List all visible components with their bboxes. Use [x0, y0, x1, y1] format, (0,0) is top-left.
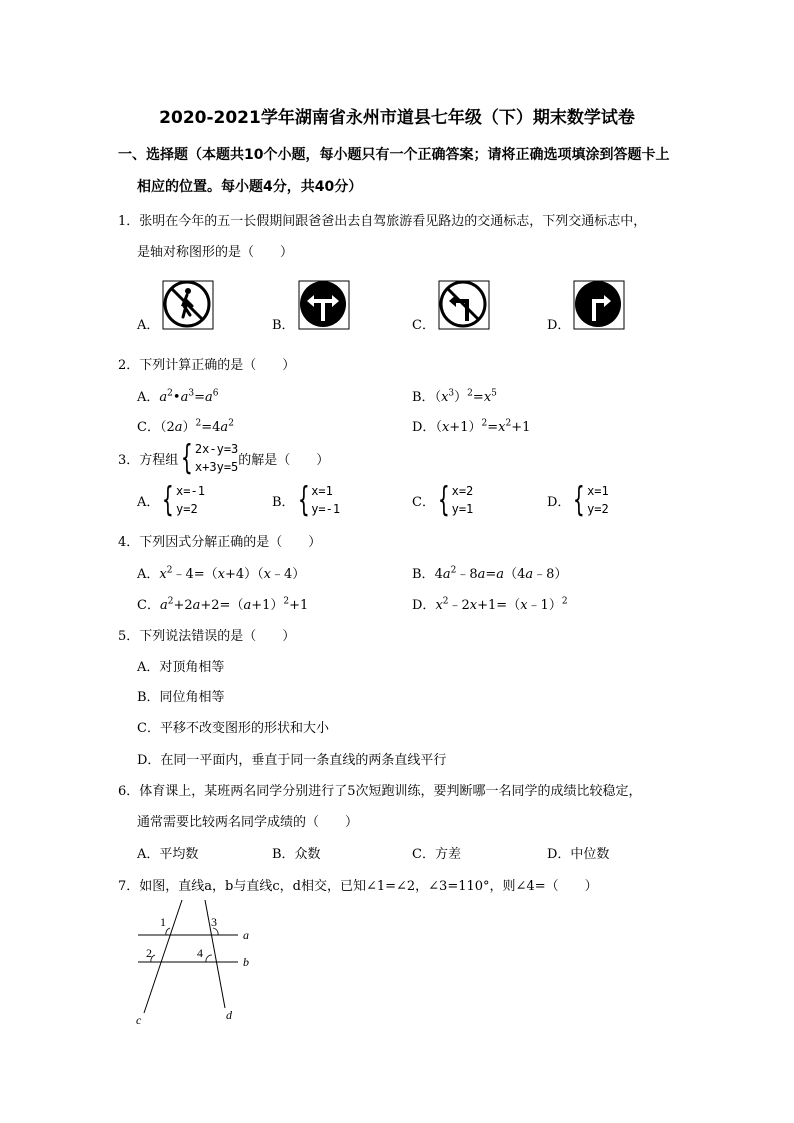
- q3-option-b: B． { x=1 y=-1: [272, 480, 341, 520]
- q2-stem: 2．下列计算正确的是（ ）: [118, 358, 296, 373]
- q3-option-a: A． { x=-1 y=2: [137, 480, 205, 520]
- q7-stem: 7．如图，直线a，b与直线c，d相交，已知∠1=∠2，∠3=110°，则∠4=（ ）: [118, 879, 598, 894]
- q6-option-d: D．中位数: [547, 847, 610, 862]
- q5-option-b: B．同位角相等: [137, 690, 225, 705]
- no-pedestrian-sign-icon: [159, 279, 215, 331]
- q6-stem-line2: 通常需要比较两名同学成绩的（ ）: [137, 815, 359, 830]
- q4-option-b: B．$4a^2﹣8a=a(4a﹣8)$: [412, 565, 568, 582]
- q2-option-c: C．$(2a)^2=4a^2$: [137, 418, 234, 435]
- q4-option-d: D．$x^2﹣2x+1=(x﹣1)^2$: [412, 596, 568, 613]
- q6-option-c: C．方差: [412, 847, 461, 862]
- q5-option-d: D．在同一平面内，垂直于同一条直线的两条直线平行: [137, 753, 447, 768]
- option-label: D．: [547, 318, 571, 333]
- no-left-turn-sign-icon: [435, 279, 491, 331]
- q3-option-d: D． { x=1 y=2: [547, 480, 609, 520]
- option-label: B．: [272, 318, 295, 333]
- q3-option-c: C． { x=2 y=1: [412, 480, 474, 520]
- q7-figure: [130, 895, 260, 1030]
- option-label: C．: [412, 318, 435, 333]
- line-d-label: d: [226, 1008, 232, 1022]
- q1-stem-line2: 是轴对称图形的是（ ）: [137, 245, 294, 260]
- q4-stem: 4．下列因式分解正确的是（ ）: [118, 535, 322, 550]
- q6-option-b: B．众数: [272, 847, 321, 862]
- angle-1-label: 1: [160, 915, 166, 929]
- q1-option-b: [272, 276, 351, 333]
- q3-stem: 3．方程组 { 2x-y=3 x+3y=5 的解是（ ）: [118, 438, 330, 478]
- q4-option-a: A．$x^2﹣4=(x+4)(x﹣4)$: [137, 565, 306, 582]
- page-title: 2020-2021学年湖南省永州市道县七年级（下）期末数学试卷: [159, 108, 635, 128]
- q2-option-b: B．$(x^3)^2=x^5$: [412, 388, 497, 405]
- angle-3-label: 3: [211, 915, 217, 929]
- q6-stem-line1: 6．体育课上，某班两名同学分别进行了5次短跑训练，要判断哪一名同学的成绩比较稳定，: [118, 784, 642, 799]
- q1-option-a: [137, 276, 215, 333]
- option-label: A．: [137, 318, 160, 333]
- q1-option-d: [547, 276, 626, 333]
- q6-option-a: A．平均数: [137, 847, 199, 862]
- q5-option-a: A．对顶角相等: [137, 660, 225, 675]
- q5-option-c: C．平移不改变图形的形状和大小: [137, 721, 329, 736]
- q1-stem-line1: 1．张明在今年的五一长假期间跟爸爸出去自驾旅游看见路边的交通标志，下列交通标志中，: [118, 214, 647, 229]
- q5-stem: 5．下列说法错误的是（ ）: [118, 629, 296, 644]
- section-heading-line1: 一、选择题（本题共10个小题，每小题只有一个正确答案；请将正确选项填涂到答题卡上: [118, 147, 670, 163]
- line-a-label: a: [243, 928, 249, 942]
- left-right-turn-sign-icon: [295, 279, 351, 331]
- q4-option-c: C．$a^2+2a+2=(a+1)^2+1$: [137, 596, 309, 613]
- section-heading-line2: 相应的位置。每小题4分，共40分）: [137, 179, 363, 195]
- q1-option-c: [412, 276, 491, 333]
- right-turn-sign-icon: [570, 279, 626, 331]
- q2-option-d: D．$(x+1)^2=x^2+1$: [412, 418, 531, 435]
- line-b-label: b: [243, 955, 249, 969]
- angle-4-label: 4: [197, 946, 203, 960]
- q2-option-a: A．$a^2•a^3=a^6$: [137, 388, 219, 405]
- line-c-label: c: [136, 1013, 142, 1027]
- equation-system: { 2x-y=3 x+3y=5: [181, 438, 239, 478]
- angle-2-label: 2: [146, 946, 152, 960]
